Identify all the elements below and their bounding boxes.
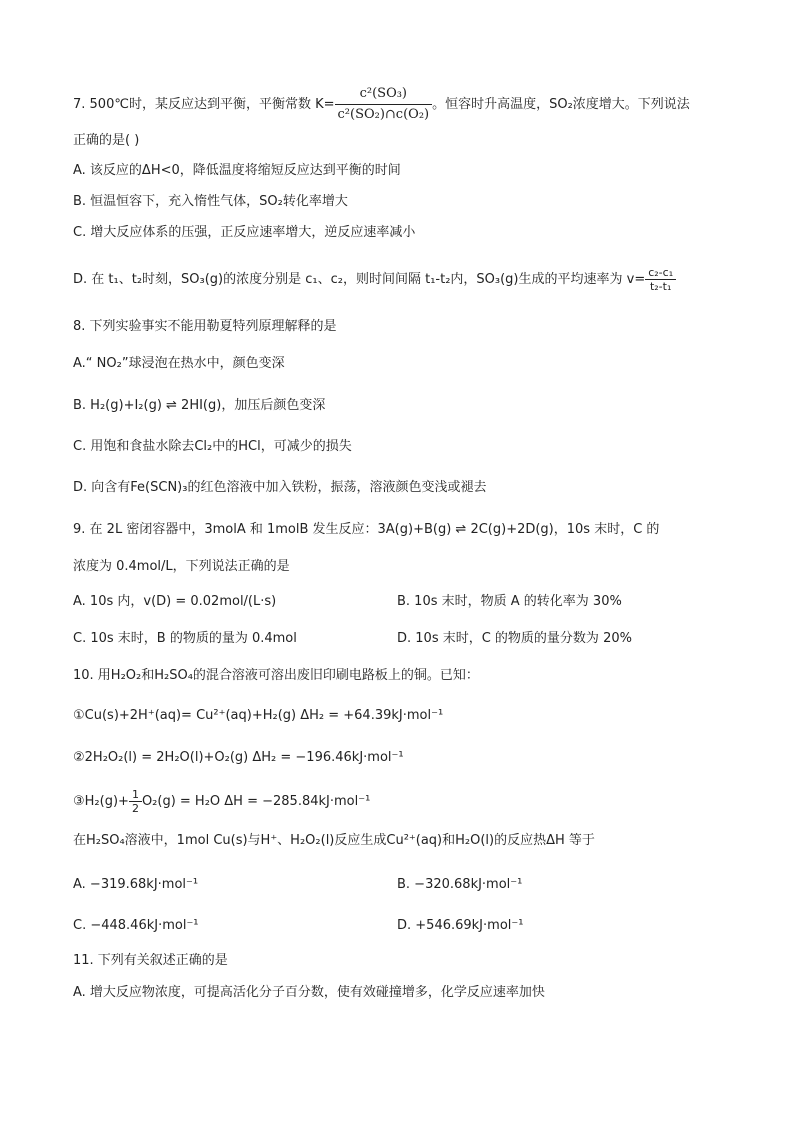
- q9-stem-line2: 浓度为 0.4mol/L，下列说法正确的是: [73, 559, 290, 574]
- q7-option-c: C. 增大反应体系的压强，正反应速率增大，逆反应速率减小: [73, 225, 416, 240]
- q9-option-a: A. 10s 内，v(D) = 0.02mol/(L·s): [73, 594, 277, 609]
- q10-stem: 10. 用H₂O₂和H₂SO₄的混合溶液可溶出废旧印刷电路板上的铜。已知：: [73, 668, 479, 683]
- q10-equation-3: [73, 788, 370, 815]
- q7-option-d-numerator: c₂-c₁: [648, 266, 674, 279]
- q10-option-d: D. +546.69kJ·mol⁻¹: [397, 918, 524, 933]
- q9-option-c: C. 10s 末时，B 的物质的量为 0.4mol: [73, 631, 297, 646]
- q8-option-a: A.“ NO₂”球浸泡在热水中，颜色变深: [73, 356, 285, 371]
- q10-equation-3-part-a: ③H₂(g)+: [73, 794, 129, 809]
- q10-equation-1: ①Cu(s)+2H⁺(aq)= Cu²⁺(aq)+H₂(g) ΔH₂ = +64.39kJ·mol⁻¹: [73, 708, 444, 723]
- q10-option-b: B. −320.68kJ·mol⁻¹: [397, 877, 523, 892]
- q9-option-b: B. 10s 末时，物质 A 的转化率为 30%: [397, 594, 622, 609]
- q8-option-d: D. 向含有Fe(SCN)₃的红色溶液中加入铁粉，振荡，溶液颜色变浅或褪去: [73, 480, 487, 495]
- q10-equation-3-part-b: O₂(g) = H₂O ΔH = −285.84kJ·mol⁻¹: [141, 794, 371, 809]
- q7-option-d-text: D. 在 t₁、t₂时刻，SO₃(g)的浓度分别是 c₁、c₂，则时间间隔 t₁-t₂内，SO₃(g)生成的平均速率为 v=: [73, 272, 646, 287]
- q10-equation-3-fraction: [129, 788, 142, 815]
- q11-option-a: A. 增大反应物浓度，可提高活化分子百分数，使有效碰撞增多，化学反应速率加快: [73, 985, 545, 1000]
- q7-stem-line1: [73, 84, 690, 125]
- q10-option-a: A. −319.68kJ·mol⁻¹: [73, 877, 199, 892]
- q7-stem-line2: 正确的是( ): [73, 133, 140, 148]
- q7-tail: 。恒容时升高温度，SO₂浓度增大。下列说法: [432, 97, 690, 112]
- q7-equilibrium-constant-fraction: [335, 84, 433, 125]
- q10-equation-2: ②2H₂O₂(l) = 2H₂O(l)+O₂(g) ΔH₂ = −196.46kJ·mol⁻¹: [73, 750, 404, 765]
- q8-option-c: C. 用饱和食盐水除去Cl₂中的HCl，可减少的损失: [73, 439, 352, 454]
- q10-eq3-denominator: 2: [129, 801, 142, 815]
- q10-option-c: C. −448.46kJ·mol⁻¹: [73, 918, 199, 933]
- q7-option-b: B. 恒温恒容下，充入惰性气体，SO₂转化率增大: [73, 194, 348, 209]
- q7-option-a: A. 该反应的ΔH<0，降低温度将缩短反应达到平衡的时间: [73, 163, 401, 178]
- q8-option-b: B. H₂(g)+I₂(g) ⇌ 2HI(g)，加压后颜色变深: [73, 398, 326, 413]
- q7-option-d-denominator: t₂-t₁: [645, 279, 676, 293]
- q10-eq3-numerator: 1: [131, 788, 139, 801]
- q7-option-d-fraction: [645, 266, 676, 293]
- q7-frac-denominator: c²(SO₂)∩c(O₂): [335, 104, 433, 125]
- q10-stem-line2: 在H₂SO₄溶液中，1mol Cu(s)与H⁺、H₂O₂(l)反应生成Cu²⁺(aq)和H₂O(l)的反应热ΔH 等于: [73, 833, 595, 848]
- q11-stem: 11. 下列有关叙述正确的是: [73, 953, 228, 968]
- q9-stem-line1: 9. 在 2L 密闭容器中，3molA 和 1molB 发生反应：3A(g)+B(g) ⇌ 2C(g)+2D(g)，10s 末时，C 的: [73, 522, 660, 537]
- q9-option-d: D. 10s 末时，C 的物质的量分数为 20%: [397, 631, 632, 646]
- q7-option-d: [73, 266, 676, 293]
- q8-stem: 8. 下列实验事实不能用勒夏特列原理解释的是: [73, 319, 337, 334]
- q7-frac-numerator: c²(SO₃): [359, 86, 408, 101]
- q7-lead: 7. 500℃时，某反应达到平衡，平衡常数 K=: [73, 97, 335, 112]
